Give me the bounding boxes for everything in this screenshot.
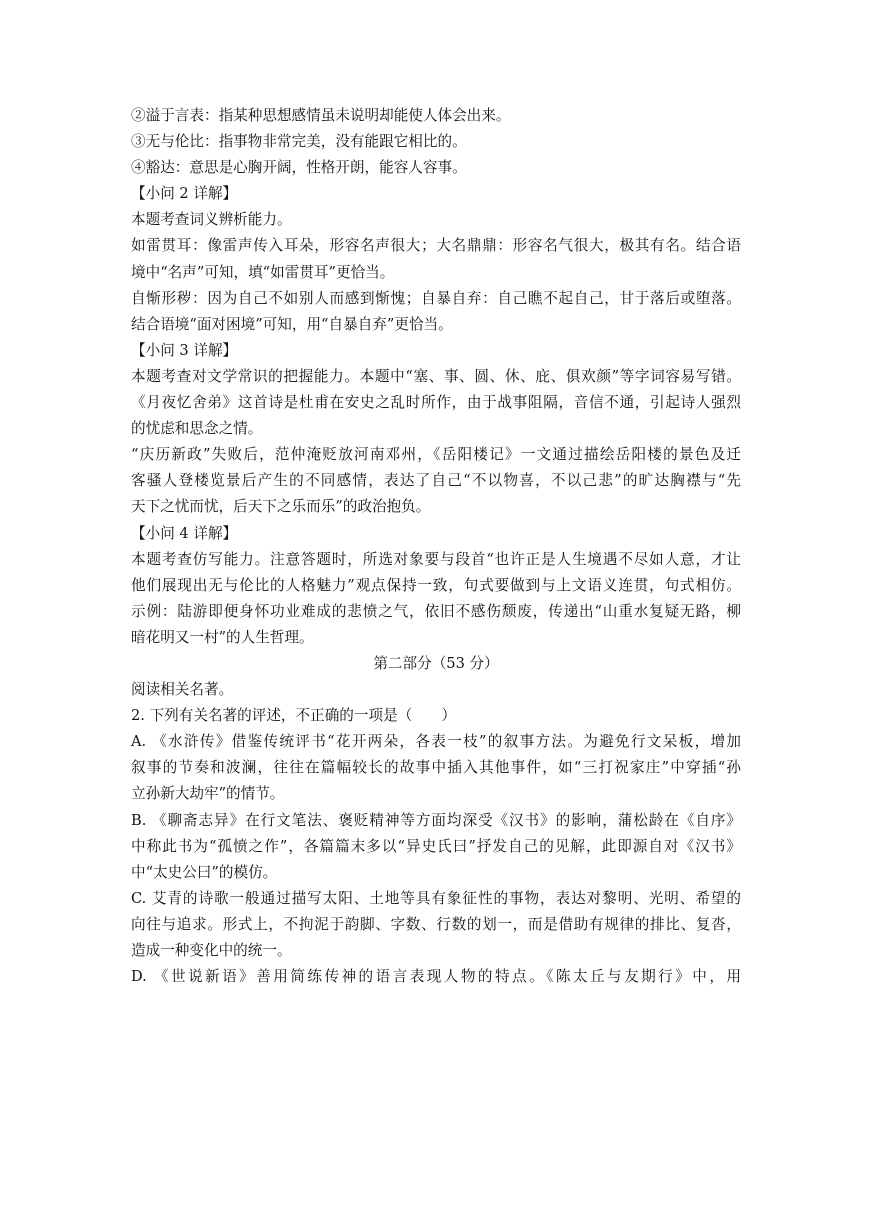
text-line: 的忧虑和思念之情。	[131, 420, 263, 438]
text-line: 如雷贯耳：像雷声传入耳朵，形容名声很大；大名鼎鼎：形容名气很大，极其有名。结合语	[131, 237, 741, 255]
text-line: 境中“名声”可知，填“如雷贯耳”更恰当。	[131, 263, 395, 281]
option-b-line: 中“太史公曰”的模仿。	[131, 863, 278, 881]
text-line: ④豁达：意思是心胸开阔，性格开朗，能容人容事。	[131, 159, 467, 177]
option-a-line: 立孙新大劫牢”的情节。	[131, 785, 285, 803]
option-d-line: D. 《世说新语》善用简练传神的语言表现人物的特点。《陈太丘与友期行》中，用	[131, 968, 741, 986]
text-line: 本题考查仿写能力。注意答题时，所选对象要与段首“也许正是人生境遇不尽如人意，才让	[131, 550, 741, 568]
text-line: 阅读相关名著。	[131, 681, 234, 699]
text-line: “庆历新政”失败后，范仲淹贬放河南邓州，《岳阳楼记》一文通过描绘岳阳楼的景色及迁	[131, 446, 741, 464]
text-line: 天下之忧而忧，后天下之乐而乐”的政治抱负。	[131, 498, 431, 516]
text-line: 本题考查对文学常识的把握能力。本题中“塞、事、圆、休、庇、俱欢颜”等字词容易写错。	[131, 367, 741, 385]
part-title: 第二部分（53 分）	[373, 654, 499, 672]
option-c-line: 造成一种变化中的统一。	[131, 942, 292, 959]
text-line: ③无与伦比：指事物非常完美，没有能跟它相比的。	[131, 133, 467, 151]
option-b-line: B. 《聊斋志异》在行文笔法、褒贬精神等方面均深受《汉书》的影响，蒲松龄在《自序》	[131, 811, 741, 829]
option-a-line: 叙事的节奏和波澜，往往在篇幅较长的故事中插入其他事件，如“三打祝家庄”中穿插“孙	[131, 759, 741, 777]
question-stem: 2. 下列有关名著的评述，不正确的一项是（ ）	[131, 707, 457, 725]
text-line: 自惭形秽：因为自己不如别人而感到惭愧；自暴自弃：自己瞧不起自己，甘于落后或堕落。	[131, 289, 741, 307]
text-line: 结合语境“面对困境”可知，用“自暴自弃”更恰当。	[131, 315, 453, 333]
text-line: ②溢于言表：指某种思想感情虽未说明却能使人体会出来。	[131, 107, 511, 124]
text-line: 他们展现出无与伦比的人格魅力”观点保持一致，句式要做到与上文语义连贯，句式相仿。	[131, 576, 741, 594]
option-c-line: 向往与追求。形式上，不拘泥于韵脚、字数、行数的划一，而是借助有规律的排比、复沓，	[131, 915, 741, 933]
text-line: 客骚人登楼览景后产生的不同感情，表达了自己“不以物喜，不以己悲”的旷达胸襟与“先	[131, 472, 741, 490]
text-line: 示例：陆游即便身怀功业难成的悲愤之气，依旧不感伤颓废，传递出“山重水复疑无路，柳	[131, 602, 741, 620]
section-heading: 【小问 4 详解】	[131, 524, 238, 542]
option-b-line: 中称此书为“孤愤之作”，各篇篇末多以“异史氏曰”抒发自己的见解，此即源自对《汉书》	[131, 837, 741, 855]
option-c-line: C. 艾青的诗歌一般通过描写太阳、土地等具有象征性的事物，表达对黎明、光明、希望的	[131, 889, 741, 907]
text-line: 暗花明又一村”的人生哲理。	[131, 628, 314, 646]
document-body	[131, 103, 741, 990]
section-heading: 【小问 2 详解】	[131, 185, 238, 203]
section-heading: 【小问 3 详解】	[131, 341, 238, 359]
text-line: 本题考查词义辨析能力。	[131, 211, 292, 229]
option-a-line: A. 《水浒传》借鉴传统评书“花开两朵，各表一枝”的叙事方法。为避免行文呆板，增加	[131, 733, 741, 751]
text-line: 《月夜忆舍弟》这首诗是杜甫在安史之乱时所作，由于战事阻隔，音信不通，引起诗人强烈	[131, 394, 741, 412]
